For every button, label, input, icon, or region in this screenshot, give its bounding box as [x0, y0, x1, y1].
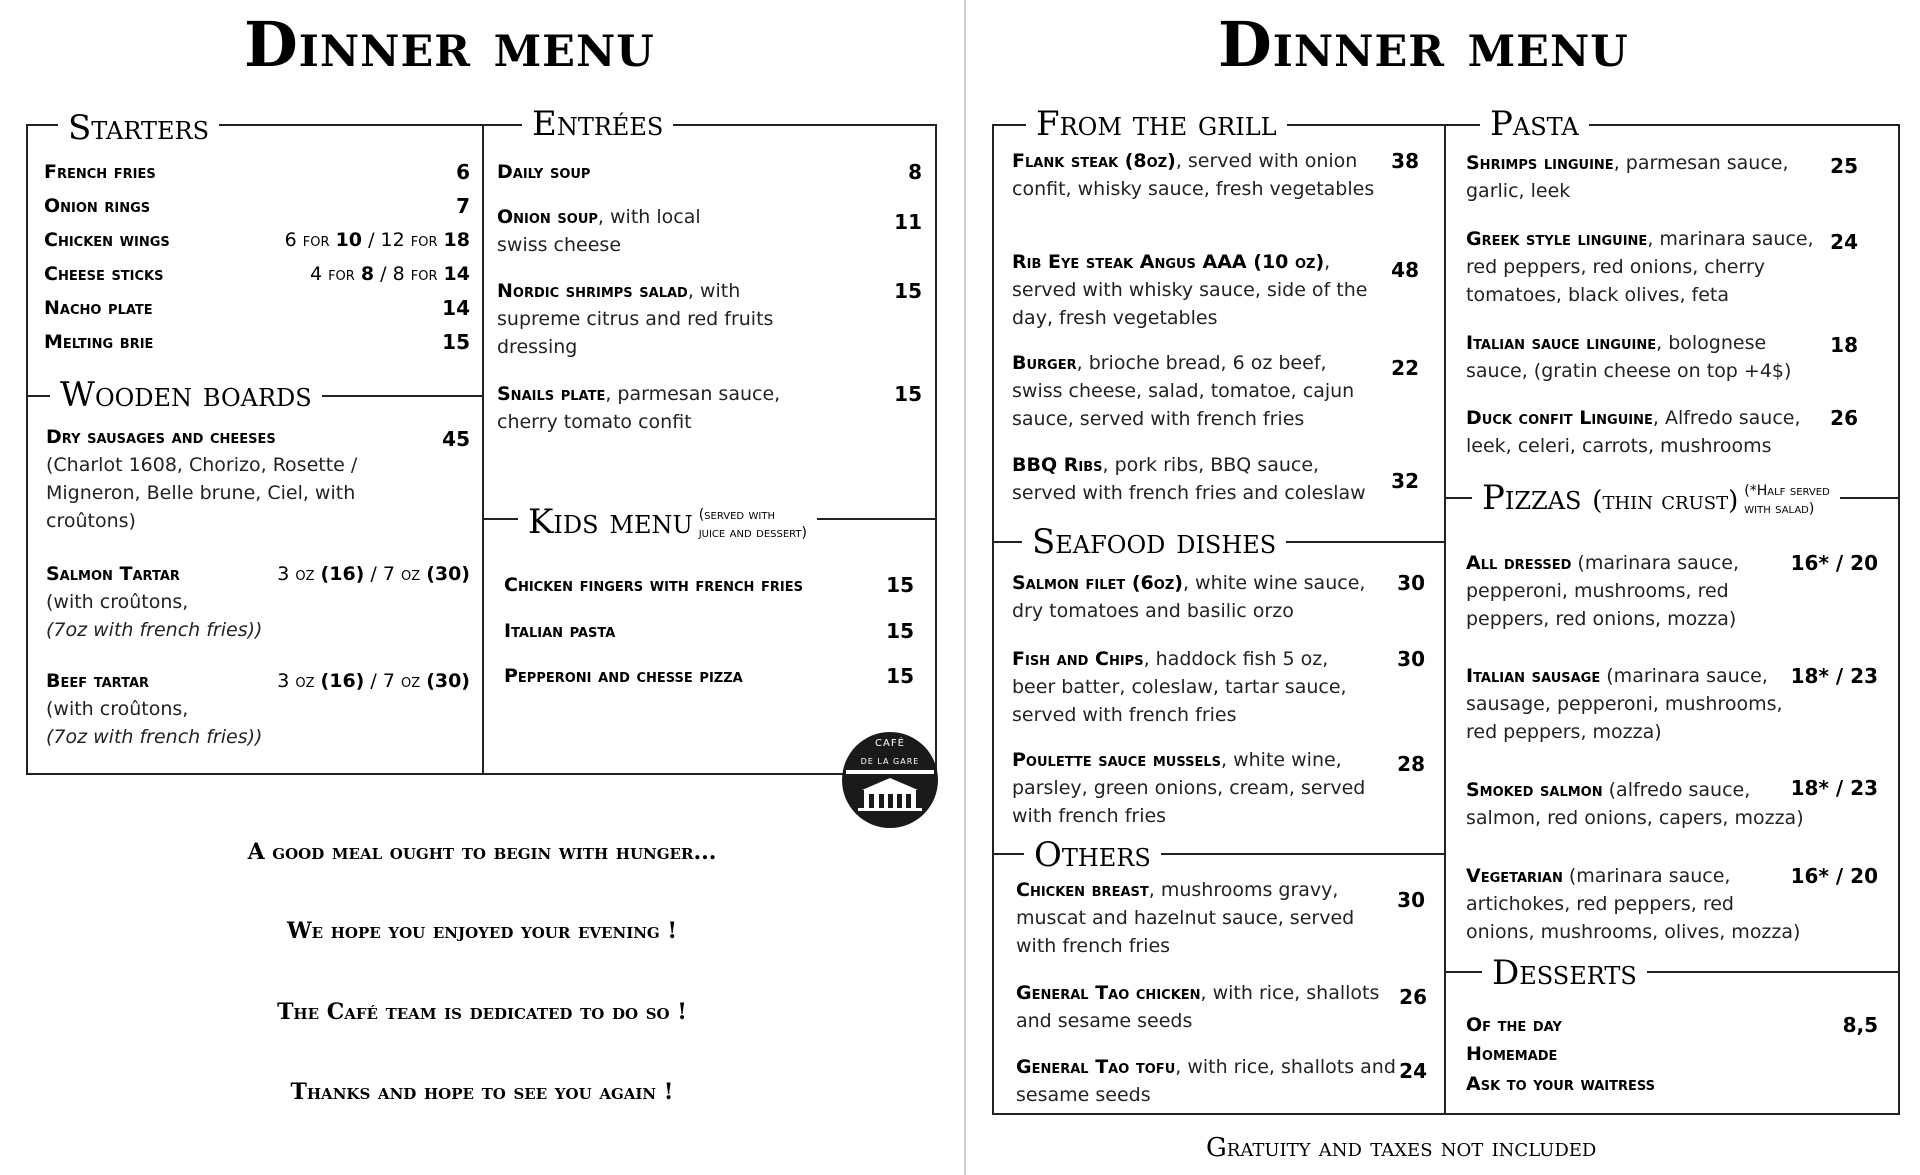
board-item: Dry sausages and cheeses (Charlot 1608, Chorizo, Rosette / Migneron, Belle brune, Ciel, with croûtons) — [46, 426, 358, 532]
pasta-price: 26 — [1830, 406, 1858, 430]
closing-quote: A good meal ought to begin with hunger... — [247, 839, 717, 865]
board-item: Salmon Tartar (with croûtons, (7oz with french fries)) — [46, 563, 263, 641]
entree-item: Onion soup, with local swiss cheese — [497, 206, 701, 256]
starter-price: 15 — [442, 330, 470, 354]
closing-quote: We hope you enjoyed your evening ! — [286, 918, 678, 944]
grill-price: 22 — [1391, 356, 1419, 380]
closing-quote: The Café team is dedicated to do so ! — [277, 999, 687, 1025]
starter-price: 6 — [456, 160, 470, 184]
grill-item: BBQ Ribs, pork ribs, BBQ sauce, served with french fries and coleslaw — [1012, 454, 1366, 504]
pasta-item: Duck confit Linguine, Alfredo sauce, leek, celeri, carrots, mushrooms — [1466, 407, 1801, 457]
left-page-title: Dinner menu — [244, 8, 655, 81]
grill-item: Rib Eye steak Angus AAA (10 oz), served with whisky sauce, side of the day, fresh vegetables — [1012, 251, 1368, 329]
starter-price: 6 for 10 / 12 for 18 — [284, 229, 470, 251]
wooden-boards-heading: Wooden boards — [50, 375, 322, 415]
seafood-item: Salmon filet (6oz), white wine sauce, dry tomatoes and basilic orzo — [1012, 572, 1366, 622]
right-column-rule — [1444, 124, 1446, 1115]
entree-price: 15 — [894, 279, 922, 303]
entree-item: Snails plate, parmesan sauce, cherry tomato confit — [497, 383, 781, 433]
grill-item: Flank steak (8oz), served with onion confit, whisky sauce, fresh vegetables — [1012, 150, 1375, 200]
kids-price: 15 — [886, 573, 914, 597]
pasta-price: 24 — [1830, 230, 1858, 254]
pasta-price: 25 — [1830, 154, 1858, 178]
pizza-price: 18* / 23 — [1790, 664, 1878, 688]
others-price: 26 — [1399, 985, 1427, 1009]
closing-quote: Thanks and hope to see you again ! — [290, 1079, 674, 1105]
kids-item: Italian pasta — [504, 620, 616, 642]
entree-price: 8 — [908, 160, 922, 184]
page-divider — [964, 0, 966, 1175]
entree-price: 15 — [894, 382, 922, 406]
others-item: General Tao chicken, with rice, shallots and sesame seeds — [1016, 982, 1380, 1032]
pasta-item: Greek style linguine, marinara sauce, red peppers, red onions, cherry tomatoes, black olives, feta — [1466, 228, 1814, 306]
pizzas-heading: Pizzas (thin crust) (*Half served with salad) — [1472, 478, 1840, 521]
starter-price: 7 — [456, 194, 470, 218]
pizza-price: 16* / 20 — [1790, 864, 1878, 888]
dessert-item: Ask to your waitress — [1466, 1073, 1656, 1095]
pasta-item: Italian sauce linguine, bolognese sauce, (gratin cheese on top +4$) — [1466, 332, 1792, 382]
kids-price: 15 — [886, 619, 914, 643]
grill-price: 32 — [1391, 469, 1419, 493]
kids-price: 15 — [886, 664, 914, 688]
pizza-item: All dressed (marinara sauce, pepperoni, mushrooms, red peppers, red onions, mozza) — [1466, 552, 1740, 630]
board-price: 3 oz (16) / 7 oz (30) — [277, 670, 470, 692]
entrees-heading: Entrées — [522, 104, 673, 144]
grill-price: 38 — [1391, 149, 1419, 173]
seafood-price: 28 — [1397, 752, 1425, 776]
others-item: Chicken breast, mushrooms gravy, muscat and hazelnut sauce, served with french fries — [1016, 879, 1355, 957]
starter-price: 14 — [442, 296, 470, 320]
board-price: 3 oz (16) / 7 oz (30) — [277, 563, 470, 585]
kids-menu-heading: Kids menu (served with juice and dessert) — [518, 502, 817, 542]
dessert-price: 8,5 — [1842, 1013, 1878, 1037]
entree-item: Daily soup — [497, 161, 591, 183]
seafood-item: Poulette sauce mussels, white wine, parsley, green onions, cream, served with french fries — [1012, 749, 1366, 827]
others-item: General Tao tofu, with rice, shallots and sesame seeds — [1016, 1056, 1396, 1106]
board-item: Beef tartar (with croûtons, (7oz with french fries)) — [46, 670, 263, 748]
entree-item: Nordic shrimps salad, with supreme citrus and red fruits dressing — [497, 280, 774, 358]
station-building-icon — [842, 732, 938, 828]
pasta-price: 18 — [1830, 333, 1858, 357]
board-price: 45 — [442, 427, 470, 451]
starter-item: Nacho plate — [44, 297, 153, 319]
pasta-heading: Pasta — [1480, 104, 1589, 144]
grill-price: 48 — [1391, 258, 1419, 282]
dessert-item: Homemade — [1466, 1043, 1558, 1065]
seafood-price: 30 — [1397, 647, 1425, 671]
others-price: 24 — [1399, 1059, 1427, 1083]
entree-price: 11 — [894, 210, 922, 234]
starters-heading: Starters — [58, 108, 219, 148]
pizza-price: 16* / 20 — [1790, 551, 1878, 575]
desserts-heading: Desserts — [1482, 953, 1647, 993]
pizza-item: Vegetarian (marinara sauce, artichokes, red peppers, red onions, mushrooms, olives, mozza) — [1466, 865, 1801, 943]
pasta-item: Shrimps linguine, parmesan sauce, garlic, leek — [1466, 152, 1789, 202]
kids-item: Chicken fingers with french fries — [504, 574, 803, 596]
kids-menu-note: (served with juice and dessert) — [698, 507, 807, 541]
starter-item: Melting brie — [44, 331, 154, 353]
pizzas-note: (*Half served with salad) — [1744, 483, 1830, 517]
others-heading: Others — [1024, 835, 1161, 875]
grill-heading: From the grill — [1026, 104, 1287, 144]
pizza-price: 18* / 23 — [1790, 776, 1878, 800]
starter-price: 4 for 8 / 8 for 14 — [309, 263, 470, 285]
starter-item: Chicken wings — [44, 229, 170, 251]
seafood-item: Fish and Chips, haddock fish 5 oz, beer batter, coleslaw, tartar sauce, served with french fries — [1012, 648, 1347, 726]
pizza-item: Italian sausage (marinara sauce, sausage, pepperoni, mushrooms, red peppers, mozza) — [1466, 665, 1783, 743]
dessert-item: Of the day — [1466, 1014, 1562, 1036]
left-column-rule — [482, 124, 484, 775]
others-price: 30 — [1397, 888, 1425, 912]
right-page-title: Dinner menu — [1218, 8, 1629, 81]
pizza-item: Smoked salmon (alfredo sauce, salmon, red onions, capers, mozza) — [1466, 779, 1804, 829]
kids-item: Pepperoni and chesse pizza — [504, 665, 743, 687]
grill-item: Burger, brioche bread, 6 oz beef, swiss cheese, salad, tomatoe, cajun sauce, served with french fries — [1012, 352, 1355, 430]
gratuity-note: Gratuity and taxes not included — [1206, 1133, 1597, 1163]
cafe-de-la-gare-logo: CAFÉ DE LA GARE — [842, 732, 938, 828]
seafood-price: 30 — [1397, 571, 1425, 595]
starter-item: French fries — [44, 161, 156, 183]
seafood-heading: Seafood dishes — [1022, 522, 1286, 562]
starter-item: Onion rings — [44, 195, 151, 217]
starter-item: Cheese sticks — [44, 263, 164, 285]
